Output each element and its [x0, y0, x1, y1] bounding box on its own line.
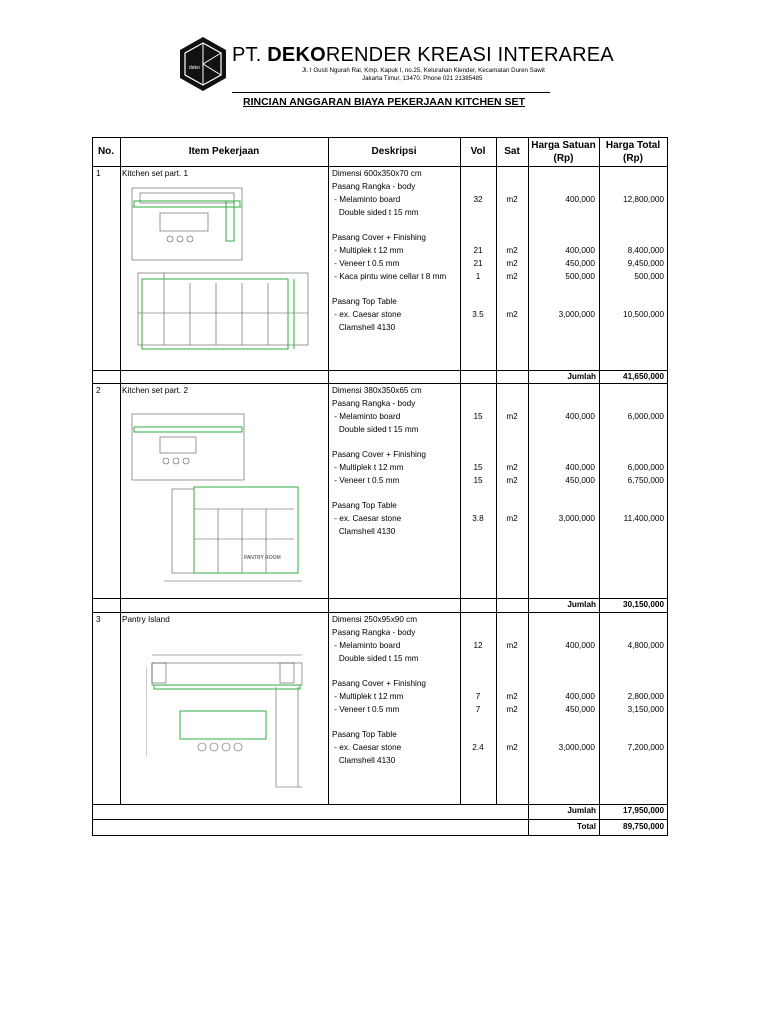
line-total: 7,200,000: [627, 743, 664, 752]
line-desc: - Multiplek t 12 mm: [332, 692, 404, 701]
line-sat: m2: [506, 272, 518, 281]
line-sat: m2: [506, 463, 518, 472]
line-sat: m2: [506, 195, 518, 204]
line-price: 500,000: [565, 272, 595, 281]
line-total: 500,000: [634, 272, 664, 281]
line-total: 12,800,000: [623, 195, 664, 204]
budget-table: [92, 137, 668, 836]
subtotal-label: Jumlah: [567, 806, 596, 815]
line-desc: - Melaminto board: [332, 641, 401, 650]
line-price: 400,000: [565, 463, 595, 472]
line-sat: m2: [506, 743, 518, 752]
header-item: Item Pekerjaan: [188, 146, 260, 157]
subtotal-value: 17,950,000: [623, 806, 664, 815]
line-price: 450,000: [565, 476, 595, 485]
section-number: 2: [96, 386, 101, 395]
line-desc: Dimensi 380x350x65 cm: [332, 386, 422, 395]
document-title: RINCIAN ANGGARAN BIAYA PEKERJAAN KITCHEN SET: [243, 96, 525, 108]
line-vol: 7: [475, 705, 481, 714]
company-logo: [178, 36, 228, 92]
line-total: 6,000,000: [627, 412, 664, 421]
line-vol: 21: [473, 259, 483, 268]
line-sat: m2: [506, 259, 518, 268]
line-vol: 12: [473, 641, 483, 650]
section-item-name: Kitchen set part. 1: [122, 169, 188, 178]
section-number: 3: [96, 615, 101, 624]
grand-total-value: 89,750,000: [623, 822, 664, 831]
table-border-right: [667, 137, 668, 836]
header-no: No.: [97, 146, 115, 157]
line-sat: m2: [506, 412, 518, 421]
line-sat: m2: [506, 705, 518, 714]
line-desc: - Multiplek t 12 mm: [332, 463, 404, 472]
line-sat: m2: [506, 514, 518, 523]
line-total: 9,450,000: [627, 259, 664, 268]
line-desc: Clamshell 4130: [332, 323, 396, 332]
grand-total-label: Total: [577, 822, 596, 831]
pantry-room-label: PANTRY ROOM: [244, 555, 281, 561]
line-vol: 15: [473, 476, 483, 485]
header-sat: Sat: [504, 146, 520, 157]
col-line: [328, 137, 329, 804]
section-end-line: [92, 819, 668, 820]
line-total: 11,400,000: [623, 514, 664, 523]
line-desc: - Veneer t 0.5 mm: [332, 705, 400, 714]
header-unit-price-line1: Harga Satuan: [531, 140, 596, 151]
company-prefix: PT.: [232, 44, 268, 66]
section-item-name: Kitchen set part. 2: [122, 386, 188, 395]
line-vol: 3.5: [472, 310, 484, 319]
line-desc: Pasang Top Table: [332, 730, 397, 739]
line-price: 3,000,000: [558, 743, 595, 752]
line-desc: - Melaminto board: [332, 195, 401, 204]
line-price: 450,000: [565, 259, 595, 268]
line-total: 8,400,000: [627, 246, 664, 255]
header-unit-price-line2: (Rp): [553, 153, 574, 164]
line-desc: - ex. Caesar stone: [332, 514, 402, 523]
line-desc: Pasang Rangka - body: [332, 399, 416, 408]
line-vol: 7: [475, 692, 481, 701]
line-desc: - Veneer t 0.5 mm: [332, 259, 400, 268]
header-unit-price: [528, 139, 599, 165]
header-divider: [232, 92, 550, 93]
line-vol: 15: [473, 463, 483, 472]
line-desc: - Veneer t 0.5 mm: [332, 476, 400, 485]
line-desc: Clamshell 4130: [332, 756, 396, 765]
line-desc: Clamshell 4130: [332, 527, 396, 536]
line-price: 450,000: [565, 705, 595, 714]
subtotal-label: Jumlah: [567, 600, 596, 609]
col-line: [120, 137, 121, 804]
line-vol: 3.8: [472, 514, 484, 523]
line-desc: Dimensi 250x95x90 cm: [332, 615, 418, 624]
line-sat: m2: [506, 692, 518, 701]
line-sat: m2: [506, 246, 518, 255]
line-desc: Pasang Top Table: [332, 297, 397, 306]
line-desc: Double sided t 15 mm: [332, 425, 419, 434]
line-total: 10,500,000: [623, 310, 664, 319]
line-vol: 15: [473, 412, 483, 421]
line-desc: Double sided t 15 mm: [332, 208, 419, 217]
line-desc: Pasang Cover + Finishing: [332, 450, 426, 459]
line-sat: m2: [506, 641, 518, 650]
line-price: 400,000: [565, 641, 595, 650]
line-desc: - ex. Caesar stone: [332, 310, 402, 319]
address-line2: Jakarta Timur, 13470. Phone 021 21385485: [362, 75, 483, 82]
line-total: 6,000,000: [627, 463, 664, 472]
logo-text: deko: [189, 65, 200, 71]
kitchen-part1-drawing: [124, 183, 314, 355]
line-vol: 1: [475, 272, 481, 281]
line-total: 3,150,000: [627, 705, 664, 714]
line-sat: m2: [506, 310, 518, 319]
header-total: [599, 139, 667, 165]
line-desc: Pasang Rangka - body: [332, 628, 416, 637]
table-border-top: [92, 137, 668, 138]
subtotal-label: Jumlah: [567, 372, 596, 381]
line-price: 400,000: [565, 195, 595, 204]
section-number: 1: [96, 169, 101, 178]
table-border-left: [92, 137, 93, 836]
table-border-bottom: [92, 835, 668, 836]
line-vol: 32: [473, 195, 483, 204]
subtotal-value: 30,150,000: [623, 600, 664, 609]
line-price: 3,000,000: [558, 514, 595, 523]
line-desc: - Kaca pintu wine cellar t 8 mm: [332, 272, 447, 281]
line-desc: Pasang Cover + Finishing: [332, 679, 426, 688]
line-vol: 21: [473, 246, 483, 255]
company-name: [232, 44, 614, 67]
section-end-line: [92, 612, 668, 613]
section-item-name: Pantry Island: [122, 615, 170, 624]
line-desc: Pasang Rangka - body: [332, 182, 416, 191]
address-line1: Jl. I Gusti Ngurah Rai, Kmp. Kapuk I, no.25, Kelurahan Klender, Kecamatan Duren Sawit: [302, 67, 545, 74]
header-vol: Vol: [470, 146, 486, 157]
line-total: 6,750,000: [627, 476, 664, 485]
kitchen-part2-drawing: [124, 409, 314, 587]
header-total-line1: Harga Total: [605, 140, 661, 151]
line-price: 3,000,000: [558, 310, 595, 319]
line-desc: Pasang Top Table: [332, 501, 397, 510]
line-price: 400,000: [565, 246, 595, 255]
header-desc: Deskripsi: [371, 146, 417, 157]
line-desc: Double sided t 15 mm: [332, 654, 419, 663]
pantry-island-drawing: [146, 637, 306, 789]
line-desc: Dimensi 600x350x70 cm: [332, 169, 422, 178]
subtotal-value: 41,650,000: [623, 372, 664, 381]
line-vol: 2.4: [472, 743, 484, 752]
line-desc: - Melaminto board: [332, 412, 401, 421]
header-total-line2: (Rp): [623, 153, 643, 164]
company-bold: DEKO: [267, 44, 326, 66]
line-desc: Pasang Cover + Finishing: [332, 233, 426, 242]
line-desc: - ex. Caesar stone: [332, 743, 402, 752]
company-rest: RENDER KREASI INTERAREA: [325, 44, 614, 66]
line-desc: - Multiplek t 12 mm: [332, 246, 404, 255]
header-divider-line: [92, 166, 668, 167]
line-total: 2,800,000: [627, 692, 664, 701]
line-sat: m2: [506, 476, 518, 485]
line-price: 400,000: [565, 692, 595, 701]
line-total: 4,800,000: [627, 641, 664, 650]
line-price: 400,000: [565, 412, 595, 421]
